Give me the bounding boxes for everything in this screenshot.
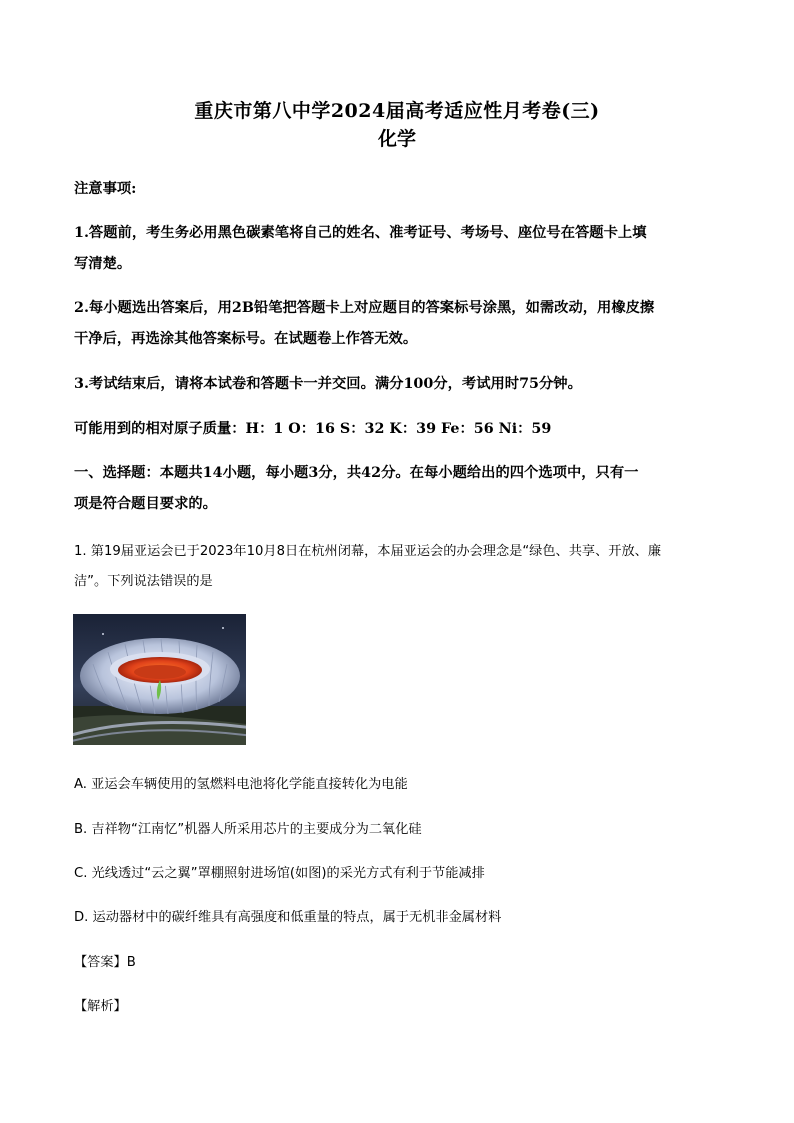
section-heading-line-1: 一、选择题：本题共14小题，每小题3分，共42分。在每小题给出的四个选项中，只有一: [74, 465, 639, 481]
answer-label: 【答案】B: [74, 955, 136, 970]
question-1-stem-line-1: 1. 第19届亚运会已于2023年10月8日在杭州闭幕，本届亚运会的办会理念是“绿色、共享、开放、廉: [74, 544, 662, 559]
notice-item-3: 3.考试结束后，请将本试卷和答题卡一并交回。满分100分，考试用时75分钟。: [74, 376, 582, 392]
notice-item-2-line-2: 干净后，再选涂其他答案标号。在试题卷上作答无效。: [74, 331, 418, 347]
exam-title: 重庆市第八中学2024届高考适应性月考卷(三): [194, 100, 600, 122]
question-1-stem-line-2: 洁”。下列说法错误的是: [74, 574, 213, 589]
option-d: D. 运动器材中的碳纤维具有高强度和低重量的特点，属于无机非金属材料: [74, 910, 502, 925]
option-a: A. 亚运会车辆使用的氢燃料电池将化学能直接转化为电能: [74, 777, 408, 792]
option-b: B. 吉祥物“江南忆”机器人所采用芯片的主要成分为二氧化硅: [74, 822, 422, 837]
section-heading-line-2: 项是符合题目要求的。: [74, 496, 217, 512]
stadium-photo: [73, 614, 246, 745]
notice-item-1-line-1: 1.答题前，考生务必用黑色碳素笔将自己的姓名、准考证号、考场号、座位号在答题卡上填: [74, 225, 647, 241]
subject-title: 化学: [377, 128, 416, 150]
notice-heading: 注意事项:: [74, 181, 137, 197]
option-c: C. 光线透过“云之翼”罩棚照射进场馆(如图)的采光方式有利于节能减排: [74, 866, 485, 881]
analysis-label: 【解析】: [74, 999, 127, 1014]
atomic-masses: 可能用到的相对原子质量：H：1 O：16 S：32 K：39 Fe：56 Ni：59: [74, 421, 552, 437]
notice-item-1-line-2: 写清楚。: [74, 256, 132, 272]
notice-item-2-line-1: 2.每小题选出答案后，用2B铅笔把答题卡上对应题目的答案标号涂黑，如需改动，用橡皮擦: [74, 300, 655, 316]
